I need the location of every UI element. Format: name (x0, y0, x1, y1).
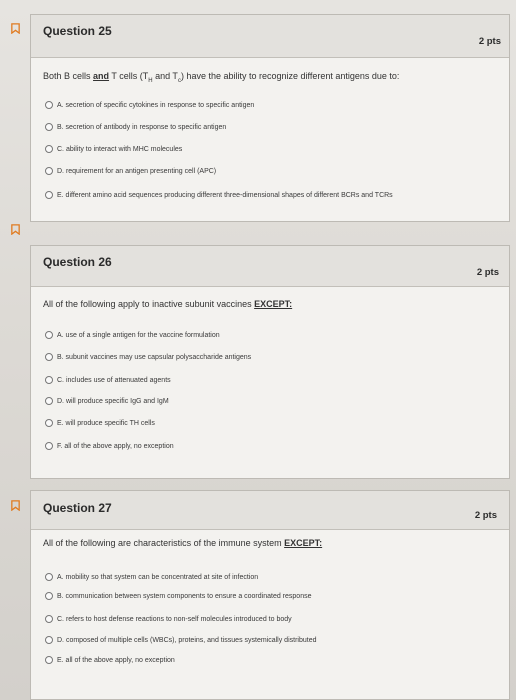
answer-option-d[interactable]: D. will produce specific IgG and IgM (45, 397, 169, 405)
radio-button[interactable] (45, 376, 53, 384)
question-prompt: All of the following apply to inactive subunit vaccines EXCEPT: (43, 299, 293, 309)
question-header (31, 491, 509, 530)
question-title: Question 27 (43, 501, 112, 515)
radio-button[interactable] (45, 615, 53, 623)
answer-option-c[interactable]: C. ability to interact with MHC molecules (45, 145, 182, 153)
answer-option-b[interactable]: B. communication between system components to ensure a coordinated response (45, 592, 311, 600)
answer-option-a[interactable]: A. use of a single antigen for the vaccine formulation (45, 331, 220, 339)
radio-button[interactable] (45, 592, 53, 600)
answer-option-a[interactable]: A. secretion of specific cytokines in response to specific antigen (45, 101, 254, 109)
radio-button[interactable] (45, 331, 53, 339)
question-header (31, 15, 509, 58)
question-header (31, 246, 509, 287)
question-prompt: Both B cells and T cells ($T_H$ and $T_c$) have the ability to recognize different antigens due to: (43, 71, 400, 84)
radio-button[interactable] (45, 191, 53, 199)
question-title: Question 25 (43, 24, 112, 38)
flag-question-icon[interactable] (10, 23, 21, 34)
radio-button[interactable] (45, 419, 53, 427)
answer-option-b[interactable]: B. secretion of antibody in response to specific antigen (45, 123, 226, 131)
answer-option-e[interactable]: E. all of the above apply, no exception (45, 656, 175, 664)
question-card-27 (30, 490, 510, 700)
radio-button[interactable] (45, 123, 53, 131)
radio-button[interactable] (45, 101, 53, 109)
radio-button[interactable] (45, 353, 53, 361)
question-card-25 (30, 14, 510, 222)
answer-option-d[interactable]: D. composed of multiple cells (WBCs), proteins, and tissues systemically distributed (45, 636, 316, 644)
question-points: 2 pts (478, 36, 501, 47)
flag-question-icon[interactable] (10, 500, 21, 511)
radio-button[interactable] (45, 397, 53, 405)
question-title: Question 26 (43, 255, 112, 269)
radio-button[interactable] (45, 573, 53, 581)
radio-button[interactable] (45, 656, 53, 664)
radio-button[interactable] (45, 167, 53, 175)
radio-button[interactable] (45, 442, 53, 450)
answer-option-e[interactable]: E. will produce specific TH cells (45, 419, 155, 427)
question-card-26 (30, 245, 510, 479)
question-points: 2 pts (474, 510, 497, 521)
answer-option-c[interactable]: C. refers to host defense reactions to non-self molecules introduced to body (45, 615, 292, 623)
answer-option-e[interactable]: E. different amino acid sequences producing different three-dimensional shapes of different BCRs and TCRs (45, 191, 393, 199)
answer-option-d[interactable]: D. requirement for an antigen presenting cell (APC) (45, 167, 216, 175)
question-prompt: All of the following are characteristics of the immune system EXCEPT: (43, 538, 323, 548)
radio-button[interactable] (45, 636, 53, 644)
answer-option-c[interactable]: C. includes use of attenuated agents (45, 376, 171, 384)
question-points: 2 pts (476, 267, 499, 278)
radio-button[interactable] (45, 145, 53, 153)
answer-option-a[interactable]: A. mobility so that system can be concentrated at site of infection (45, 573, 258, 581)
answer-option-b[interactable]: B. subunit vaccines may use capsular polysaccharide antigens (45, 353, 251, 361)
answer-option-f[interactable]: F. all of the above apply, no exception (45, 442, 174, 450)
flag-question-icon[interactable] (10, 224, 21, 235)
